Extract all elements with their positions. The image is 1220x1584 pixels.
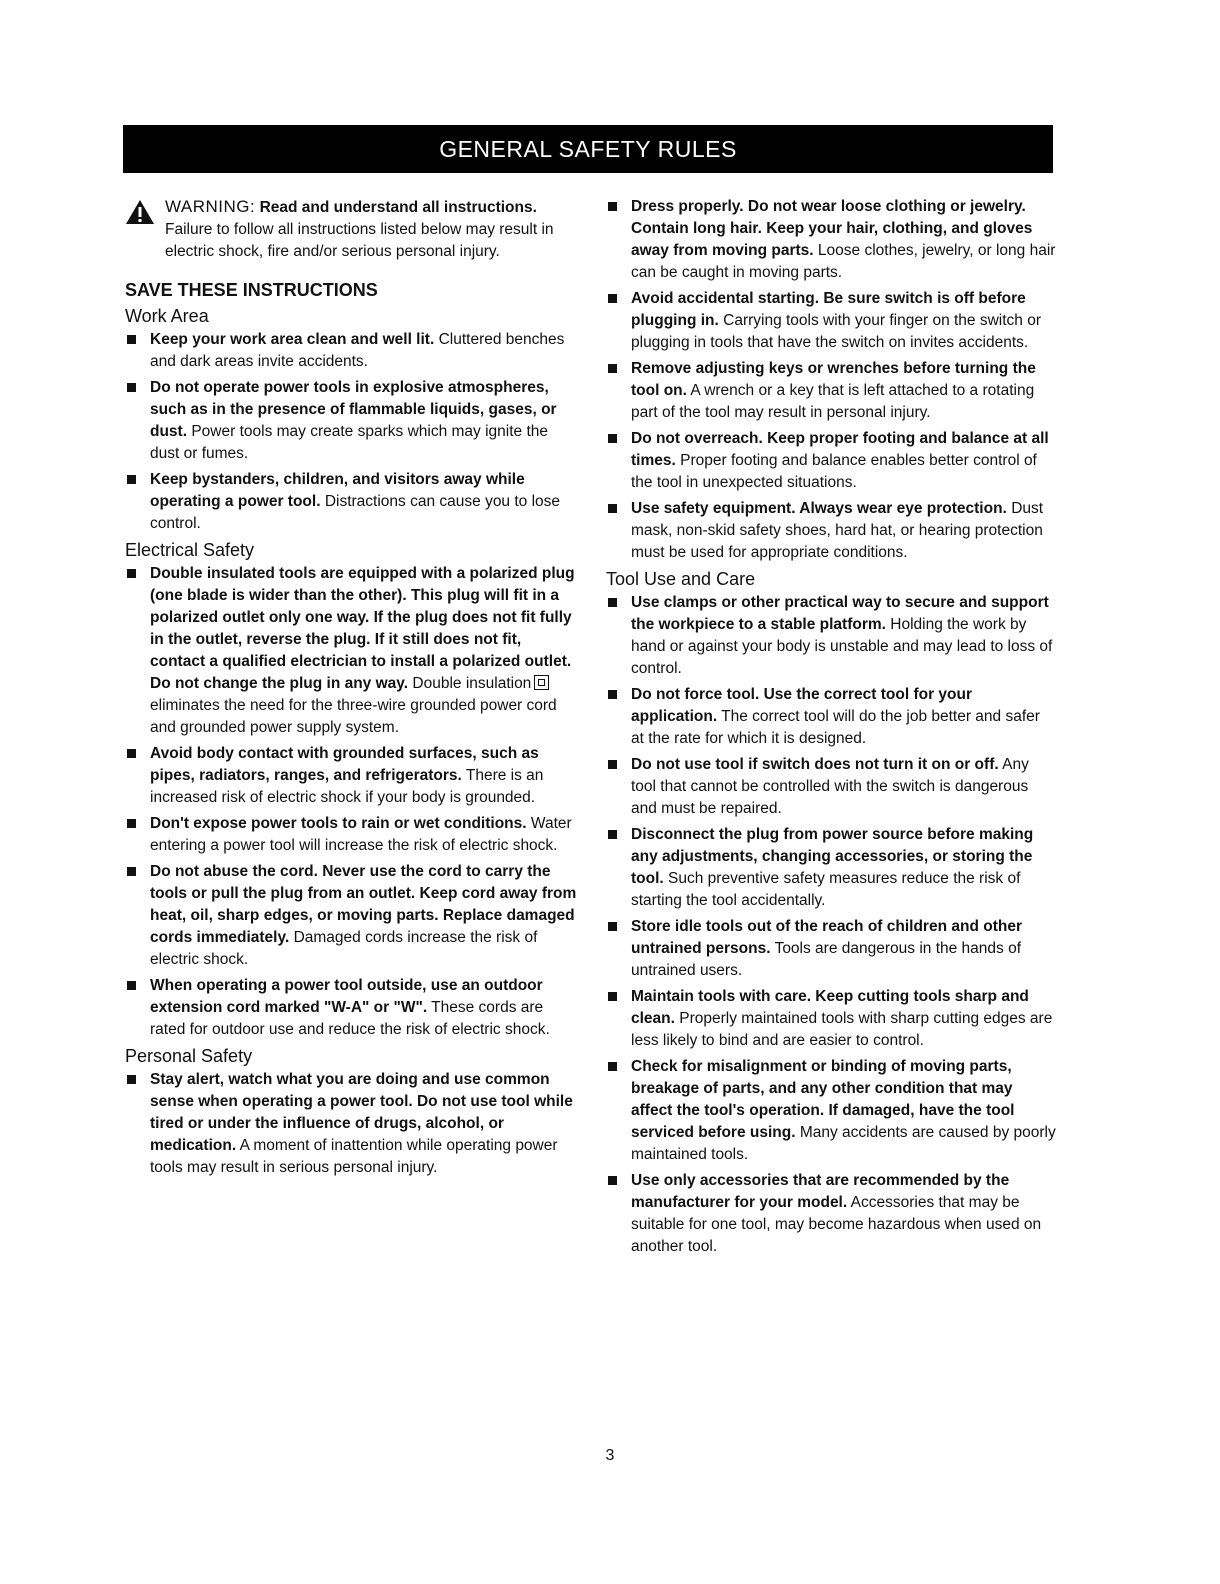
bullet-icon [608, 1062, 617, 1071]
list-item: Do not use tool if switch does not turn it on or off. Any tool that cannot be controlled with the switch is dangerous and must be repaired. [606, 754, 1056, 820]
list-item: Do not force tool. Use the correct tool for your application. The correct tool will do the job better and safer at the rate for which it is designed. [606, 684, 1056, 750]
bullet-icon [127, 335, 136, 344]
tool-use-heading: Tool Use and Care [606, 569, 756, 589]
bullet-icon [127, 1075, 136, 1084]
bullet-icon [608, 760, 617, 769]
work-area-heading: Work Area [125, 306, 209, 326]
list-item: Check for misalignment or binding of moving parts, breakage of parts, and any other condition that may affect the tool's operation. If damaged, have the tool serviced before using. Many accidents are caused by poorly maintained tools. [606, 1056, 1056, 1166]
bullet-icon [127, 383, 136, 392]
list-item: Do not overreach. Keep proper footing and balance at all times. Proper footing and balance enables better control of the tool in unexpected situations. [606, 428, 1056, 494]
bullet-icon [608, 434, 617, 443]
list-item: Remove adjusting keys or wrenches before turning the tool on. A wrench or a key that is left attached to a rotating part of the tool may result in personal injury. [606, 358, 1056, 424]
list-item: When operating a power tool outside, use an outdoor extension cord marked "W-A" or "W". These cords are rated for outdoor use and reduce the risk of electric shock. [125, 975, 580, 1041]
list-item: Maintain tools with care. Keep cutting tools sharp and clean. Properly maintained tools with sharp cutting edges are less likely to bind and are easier to control. [606, 986, 1056, 1052]
list-item: Stay alert, watch what you are doing and use common sense when operating a power tool. Do not use tool while tired or under the influence of drugs, alcohol, or medication. A moment of inattention while operating power tools may result in serious personal injury. [125, 1069, 580, 1179]
bullet-icon [608, 202, 617, 211]
list-item: Use clamps or other practical way to secure and support the workpiece to a stable platform. Holding the work by hand or against your body is unstable and may lead to loss of control. [606, 592, 1056, 680]
bullet-icon [608, 294, 617, 303]
bullet-icon [127, 475, 136, 484]
bullet-icon [608, 992, 617, 1001]
bullet-icon [127, 569, 136, 578]
list-item: Use only accessories that are recommended by the manufacturer for your model. Accessories that may be suitable for one tool, may become hazardous when used on another tool. [606, 1170, 1056, 1258]
bullet-icon [127, 819, 136, 828]
list-item: Disconnect the plug from power source before making any adjustments, changing accessories, or storing the tool. Such preventive safety measures reduce the risk of starting the tool accidentally. [606, 824, 1056, 912]
warning-bold-text: Read and understand all instructions. [259, 199, 537, 216]
bullet-icon [608, 1176, 617, 1185]
left-column [125, 196, 580, 1183]
list-item: Keep your work area clean and well lit. Cluttered benches and dark areas invite accidents. [125, 329, 580, 373]
list-item: Do not abuse the cord. Never use the cord to carry the tools or pull the plug from an outlet. Keep cord away from heat, oil, sharp edges, or moving parts. Replace damaged cords immediately. Damaged cords increase the risk of electric shock. [125, 861, 580, 971]
bullet-icon [608, 504, 617, 513]
electrical-safety-heading: Electrical Safety [125, 540, 255, 560]
list-item: Avoid body contact with grounded surfaces, such as pipes, radiators, ranges, and refrigerators. There is an increased risk of electric shock if your body is grounded. [125, 743, 580, 809]
bullet-icon [608, 364, 617, 373]
list-item: Keep bystanders, children, and visitors away while operating a power tool. Distractions can cause you to lose control. [125, 469, 580, 535]
bullet-icon [608, 690, 617, 699]
personal-safety-heading: Personal Safety [125, 1046, 253, 1066]
bullet-icon [127, 981, 136, 990]
warning-block [125, 196, 580, 263]
bullet-icon [127, 749, 136, 758]
bullet-icon [608, 922, 617, 931]
warning-text: Failure to follow all instructions listed below may result in electric shock, fire and/or serious personal injury. [165, 221, 554, 260]
list-item: Dress properly. Do not wear loose clothing or jewelry. Contain long hair. Keep your hair, clothing, and gloves away from moving parts. Loose clothes, jewelry, or long hair can be caught in moving parts. [606, 196, 1056, 284]
list-item: Do not operate power tools in explosive atmospheres, such as in the presence of flammable liquids, gases, or dust. Power tools may create sparks which may ignite the dust or fumes. [125, 377, 580, 465]
list-item: Double insulated tools are equipped with a polarized plug (one blade is wider than the other). This plug will fit in a polarized outlet only one way. If the plug does not fit fully in the outlet, reverse the plug. If it still does not fit, contact a qualified electrician to install a polarized outlet. Do not change the plug in any way. Double insulationeliminates the need for the three-wire grounded power cord and grounded power supply system. [125, 563, 580, 739]
bullet-icon [127, 867, 136, 876]
page-number: 3 [605, 1447, 615, 1464]
list-item: Use safety equipment. Always wear eye protection. Dust mask, non-skid safety shoes, hard hat, or hearing protection must be used for appropriate conditions. [606, 498, 1056, 564]
right-column [606, 196, 1056, 1262]
bullet-icon [608, 830, 617, 839]
list-item: Avoid accidental starting. Be sure switch is off before plugging in. Carrying tools with your finger on the switch or plugging in tools that have the switch on invites accidents. [606, 288, 1056, 354]
section-banner: GENERAL SAFETY RULES [123, 125, 1053, 173]
warning-label: WARNING: [165, 197, 256, 216]
double-insulation-icon [534, 675, 549, 690]
list-item: Store idle tools out of the reach of children and other untrained persons. Tools are dangerous in the hands of untrained users. [606, 916, 1056, 982]
list-item: Don't expose power tools to rain or wet conditions. Water entering a power tool will increase the risk of electric shock. [125, 813, 580, 857]
warning-triangle-icon [125, 199, 155, 225]
bullet-icon [608, 598, 617, 607]
save-instructions-heading: SAVE THESE INSTRUCTIONS [125, 280, 378, 300]
